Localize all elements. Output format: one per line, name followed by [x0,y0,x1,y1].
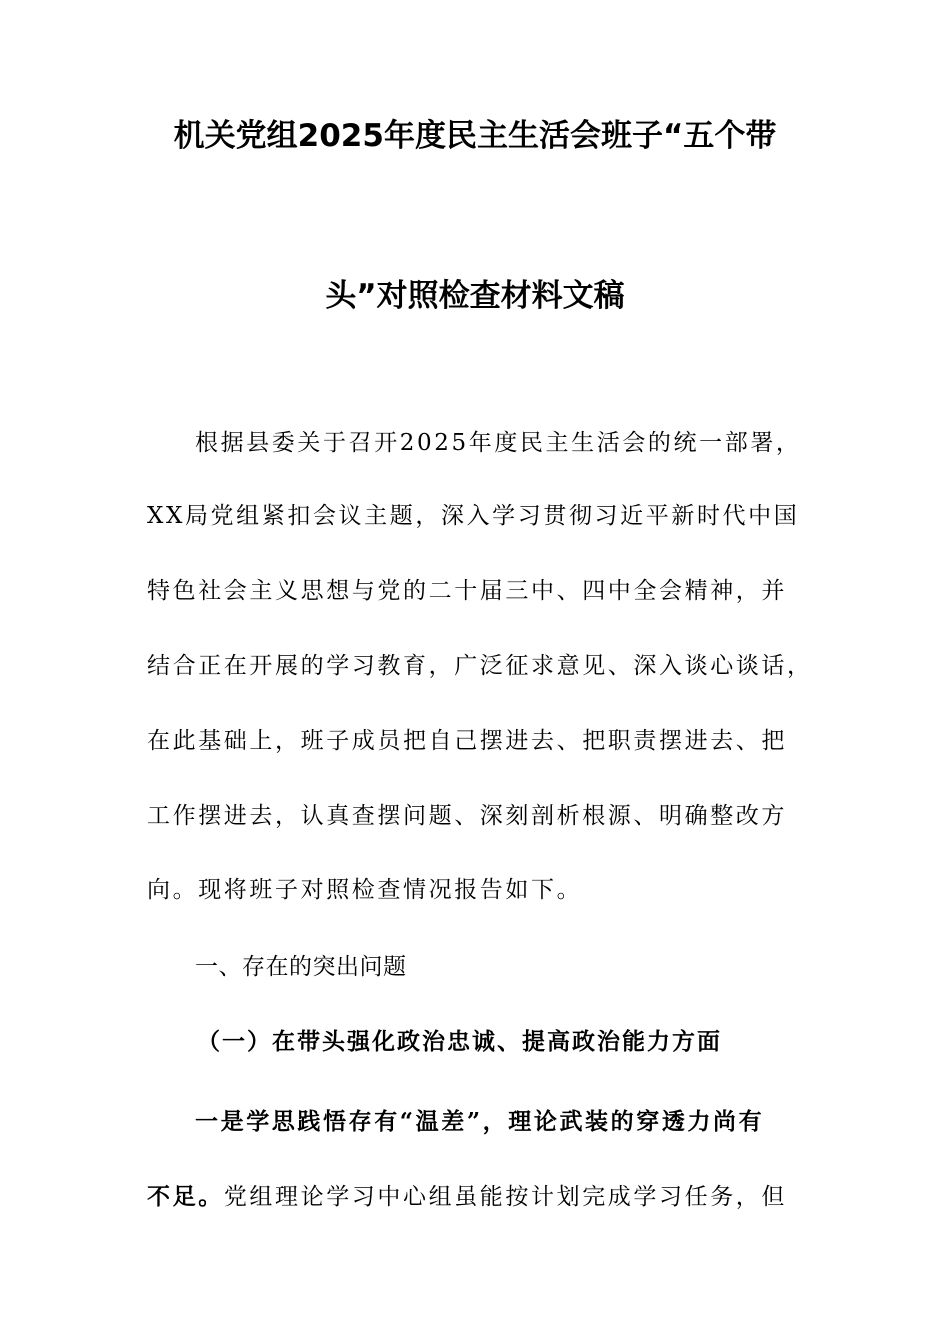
point-1-text: 党组理论学习中心组虽能按计划完成学习任务，但 [223,1184,788,1210]
intro-line-1: 根据县委关于召开2025年度民主生活会的统一部署， [195,430,802,456]
intro-line-7: 向。现将班子对照检查情况报告如下。 [147,877,583,903]
intro-line-6: 工作摆进去，认真查摆问题、深刻剖析根源、明确整改方 [147,803,787,829]
document-title-line-1: 机关党组2025年度民主生活会班子“五个带 [173,118,777,154]
intro-line-2: XX局党组紧扣会议主题，深入学习贯彻习近平新时代中国 [147,503,800,529]
point-1-lead: 一是学思践悟存有“温差”，理论武装的穿透力尚有 [195,1108,765,1135]
subsection-heading-1: （一）在带头强化政治忠诚、提高政治能力方面 [197,1028,722,1055]
intro-line-5: 在此基础上，班子成员把自己摆进去、把职责摆进去、把 [147,728,787,754]
section-heading-1: 一、存在的突出问题 [195,954,407,980]
point-1-lead-end: 不足。 [147,1183,224,1210]
point-1-line-2 [147,1181,807,1213]
intro-line-3: 特色社会主义思想与党的二十届三中、四中全会精神，并 [147,578,787,604]
document-title-line-2: 头”对照检查材料文稿 [325,278,625,314]
intro-line-4: 结合正在开展的学习教育，广泛征求意见、深入谈心谈话， [147,653,813,679]
